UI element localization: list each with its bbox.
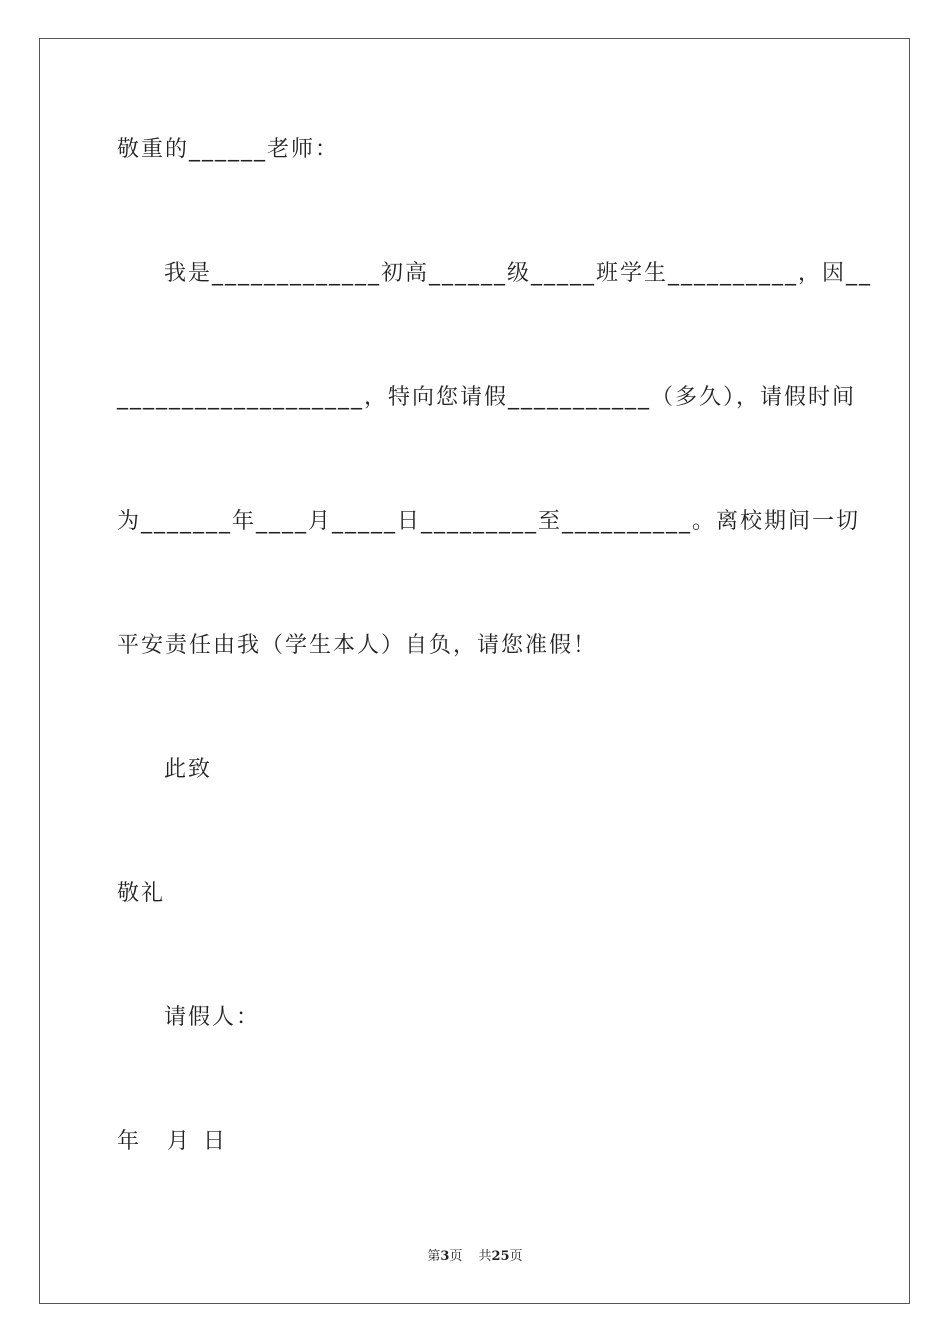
date-month: 月 — [167, 1129, 192, 1154]
signature-line: 请假人： — [164, 1005, 261, 1030]
footer-total-prefix: 共 — [478, 1249, 492, 1264]
paragraph-line-3: 为_______年____月_____日_________至__________。离校期间一切 — [117, 509, 861, 534]
footer-page-suffix: 页 — [449, 1249, 463, 1264]
date-year: 年 — [117, 1129, 142, 1154]
paragraph-line-4: 平安责任由我（学生本人）自负，请您准假！ — [117, 633, 598, 658]
footer-total-suffix: 页 — [509, 1249, 523, 1264]
date-day: 日 — [203, 1129, 228, 1154]
salutation: 敬重的______老师： — [117, 137, 340, 162]
closing-jingli: 敬礼 — [117, 881, 166, 906]
closing-cizhi: 此致 — [164, 757, 213, 782]
page-frame — [39, 38, 910, 1304]
page-footer — [0, 1248, 950, 1266]
footer-page-current: 3 — [440, 1249, 450, 1264]
date-line — [117, 1127, 227, 1157]
footer-page-total: 25 — [491, 1249, 510, 1264]
paragraph-line-1: 我是_____________初高______级_____班学生__________，因__ — [164, 261, 873, 286]
footer-page-prefix: 第 — [427, 1249, 441, 1264]
paragraph-line-2: ___________________，特向您请假___________（多久），请假时间 — [117, 385, 857, 410]
